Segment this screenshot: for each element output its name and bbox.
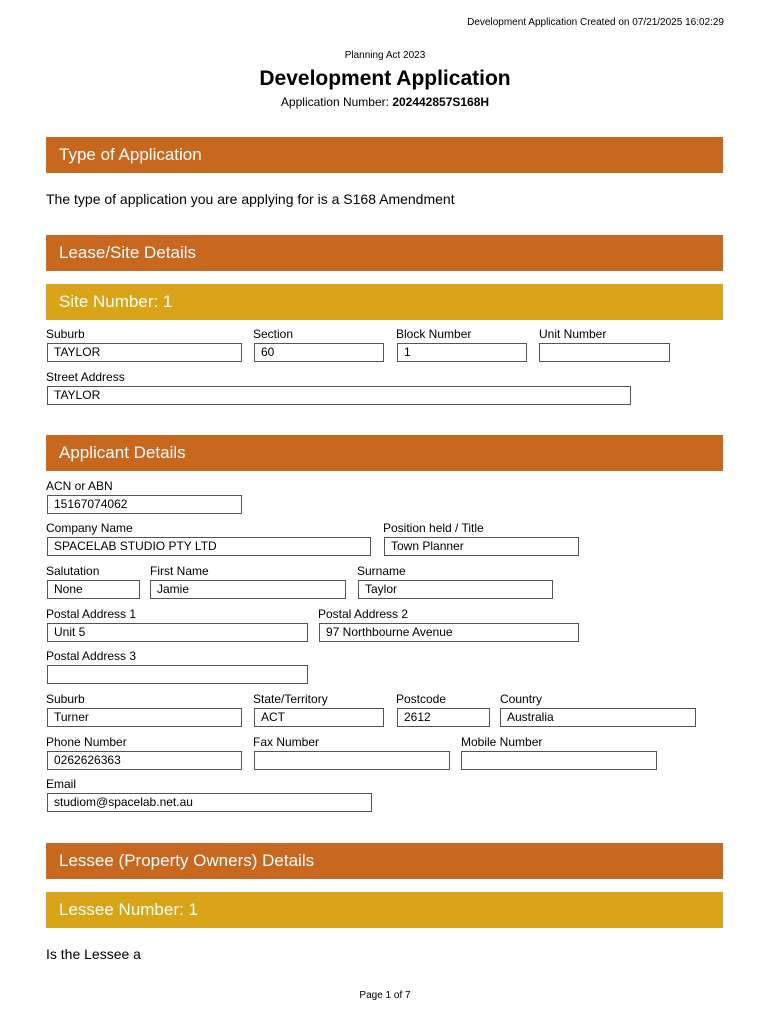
application-number <box>0 95 770 109</box>
postal-address-3-label: Postal Address 3 <box>46 649 137 663</box>
country-field[interactable]: Australia <box>500 708 696 727</box>
act-reference: Planning Act 2023 <box>344 50 426 61</box>
application-number-value: 202442857S168H <box>392 95 490 109</box>
site-block-field[interactable]: 1 <box>397 343 527 362</box>
mobile-label: Mobile Number <box>461 735 543 749</box>
site-unit-field[interactable] <box>539 343 670 362</box>
page-number: Page 1 of 7 <box>359 990 411 1001</box>
country-label: Country <box>500 692 543 706</box>
state-field[interactable]: ACT <box>254 708 384 727</box>
phone-label: Phone Number <box>46 735 127 749</box>
mobile-field[interactable] <box>461 751 657 770</box>
postcode-field[interactable]: 2612 <box>397 708 490 727</box>
company-label: Company Name <box>46 521 133 535</box>
site-street-label: Street Address <box>46 370 125 384</box>
site-suburb-label: Suburb <box>46 327 85 341</box>
application-type-text: The type of application you are applying for is a S168 Amendment <box>46 191 455 207</box>
subsection-header-lessee-number: Lessee Number: 1 <box>46 892 723 928</box>
position-label: Position held / Title <box>383 521 484 535</box>
state-label: State/Territory <box>253 692 328 706</box>
acn-field[interactable]: 15167074062 <box>47 495 242 514</box>
section-header-lease: Lease/Site Details <box>46 235 723 271</box>
postal-address-3-field[interactable] <box>47 665 308 684</box>
company-field[interactable]: SPACELAB STUDIO PTY LTD <box>47 537 371 556</box>
email-label: Email <box>46 777 77 791</box>
phone-field[interactable]: 0262626363 <box>47 751 242 770</box>
page-title: Development Application <box>259 67 511 90</box>
acn-label: ACN or ABN <box>46 479 113 493</box>
salutation-label: Salutation <box>46 564 100 578</box>
site-section-field[interactable]: 60 <box>254 343 384 362</box>
fax-field[interactable] <box>254 751 450 770</box>
applicant-suburb-field[interactable]: Turner <box>47 708 242 727</box>
postcode-label: Postcode <box>396 692 447 706</box>
surname-label: Surname <box>357 564 406 578</box>
postal-address-1-label: Postal Address 1 <box>46 607 137 621</box>
site-suburb-field[interactable]: TAYLOR <box>47 343 242 362</box>
section-header-lessee: Lessee (Property Owners) Details <box>46 843 723 879</box>
first-name-label: First Name <box>150 564 209 578</box>
salutation-field[interactable]: None <box>47 580 140 599</box>
subsection-header-site: Site Number: 1 <box>46 284 723 320</box>
postal-address-2-label: Postal Address 2 <box>318 607 409 621</box>
section-header-applicant: Applicant Details <box>46 435 723 471</box>
site-section-label: Section <box>253 327 294 341</box>
postal-address-1-field[interactable]: Unit 5 <box>47 623 308 642</box>
created-timestamp: Development Application Created on 07/21/2025 16:02:29 <box>467 17 724 28</box>
application-number-label: Application Number: <box>280 95 393 109</box>
lessee-question: Is the Lessee a <box>46 946 141 962</box>
section-header-type: Type of Application <box>46 137 723 173</box>
fax-label: Fax Number <box>253 735 320 749</box>
postal-address-2-field[interactable]: 97 Northbourne Avenue <box>319 623 579 642</box>
site-unit-label: Unit Number <box>539 327 607 341</box>
site-block-label: Block Number <box>396 327 472 341</box>
position-field[interactable]: Town Planner <box>384 537 579 556</box>
applicant-suburb-label: Suburb <box>46 692 85 706</box>
site-street-field[interactable]: TAYLOR <box>47 386 631 405</box>
email-field[interactable]: studiom@spacelab.net.au <box>47 793 372 812</box>
surname-field[interactable]: Taylor <box>358 580 553 599</box>
first-name-field[interactable]: Jamie <box>150 580 346 599</box>
